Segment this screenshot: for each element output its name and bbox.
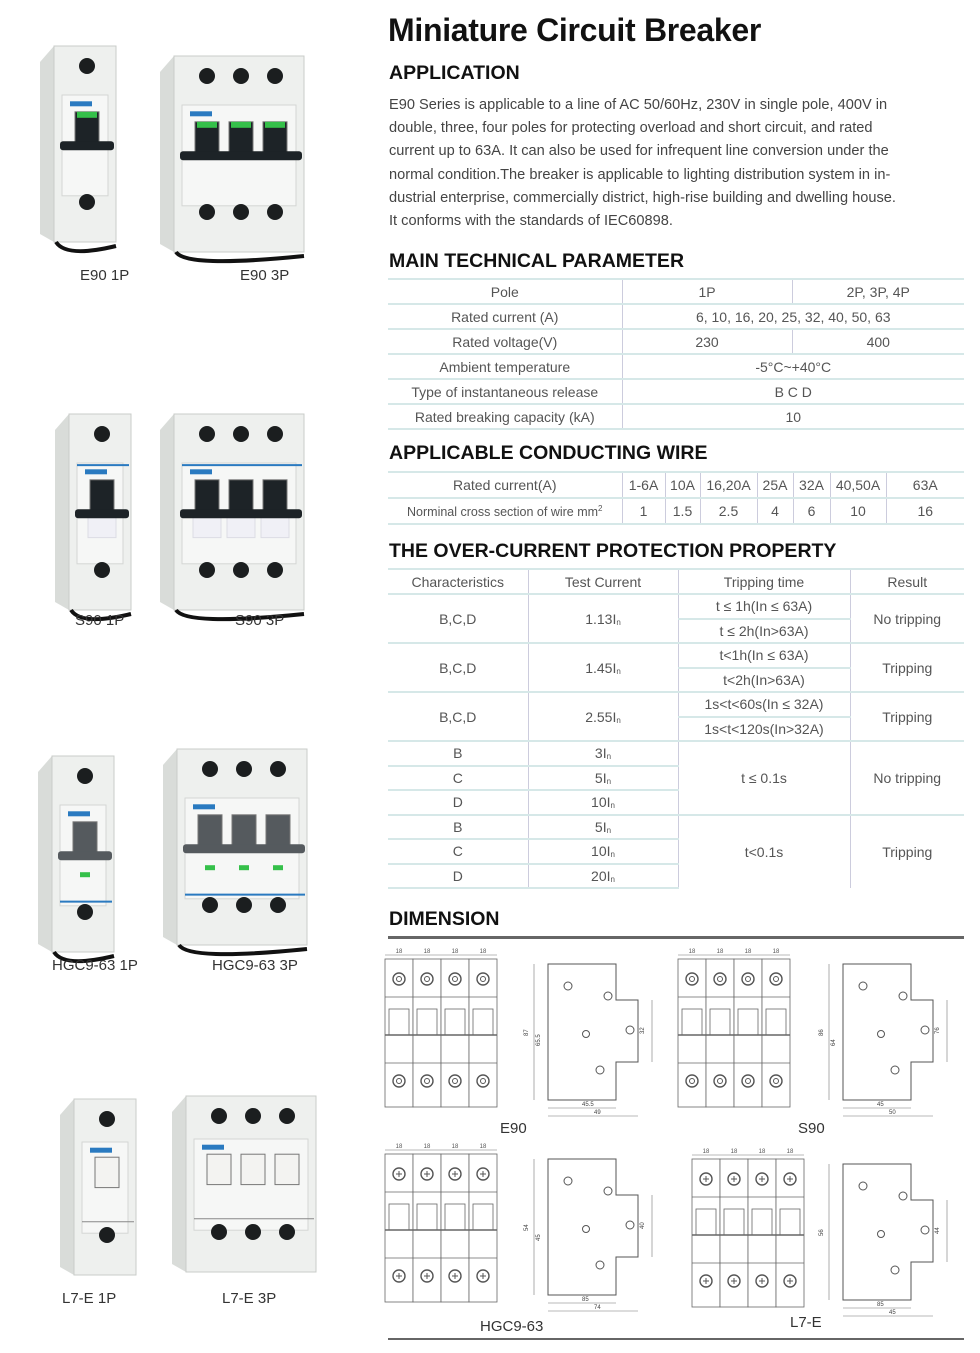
parameter-value: 10 (622, 404, 964, 429)
application-line: current up to 63A. It can also be used for infrequent line conversion under the (389, 143, 889, 160)
wire-section-cell: 6 (793, 498, 830, 524)
product-e90-3p (160, 42, 310, 272)
side-view-drawing (520, 950, 670, 1120)
tripping-time-cell: t<2h(In>63A) (678, 668, 850, 693)
front-view-drawing (676, 945, 796, 1115)
label-window (193, 518, 221, 538)
dimension-value: 65.5 (536, 1034, 542, 1046)
parameter-row (388, 404, 964, 429)
product-label: L7-E 3P (222, 1290, 277, 1307)
side-view-drawing (520, 1145, 670, 1315)
pitch-dimension: 18 (758, 1149, 766, 1155)
terminal-screw-icon (94, 426, 110, 442)
indicator-green (197, 122, 217, 128)
characteristics-cell: B,C,D (388, 692, 528, 741)
product-label: S90 3P (235, 612, 285, 629)
terminal-screw-icon (236, 761, 252, 777)
terminal-screw-icon (79, 58, 95, 74)
pitch-dimension: 18 (451, 1144, 459, 1150)
parameter-label: Pole (388, 279, 622, 304)
result-cell: Tripping (850, 692, 964, 741)
breaker-side (38, 756, 52, 952)
terminal-screw-icon (199, 204, 215, 220)
product-label: HGC9-63 3P (212, 957, 298, 974)
pitch-dimension: 18 (730, 1149, 738, 1155)
toggle-lever (95, 1157, 119, 1187)
product-label: E90 3P (240, 267, 290, 284)
characteristics-cell: B (388, 741, 528, 766)
pitch-dimension: 18 (772, 949, 780, 955)
wire-section-row (388, 498, 964, 524)
overcurrent-heading: THE OVER-CURRENT PROTECTION PROPERTY (389, 540, 837, 562)
pitch-dimension: 18 (716, 949, 724, 955)
parameter-row (388, 379, 964, 404)
terminal-screw-icon (99, 1227, 115, 1243)
wire-current-label: Rated current(A) (388, 472, 622, 498)
handle-bar (60, 141, 114, 150)
breaker-side (40, 46, 54, 242)
handle-bar (183, 844, 305, 853)
result-cell: No tripping (850, 741, 964, 815)
toggle-lever (232, 815, 256, 849)
terminal-screw-icon (267, 68, 283, 84)
terminal-screw-icon (202, 761, 218, 777)
parameter-row (388, 279, 964, 304)
column-header: Characteristics (388, 569, 528, 594)
terminal-screw-icon (233, 204, 249, 220)
characteristics-cell: C (388, 839, 528, 864)
label-window (88, 518, 116, 538)
dimension-value: 87 (524, 1029, 530, 1036)
pitch-dimension: 18 (744, 949, 752, 955)
parameter-label: Rated breaking capacity (kA) (388, 404, 622, 429)
toggle-lever (263, 480, 287, 514)
wire-section-cell: 2.5 (700, 498, 757, 524)
brand-logo (90, 1148, 112, 1153)
parameter-row (388, 354, 964, 379)
parameter-label: Rated voltage(V) (388, 329, 622, 354)
parameter-row (388, 304, 964, 329)
toggle-lever (195, 480, 219, 514)
terminal-screw-icon (199, 68, 215, 84)
indicator-green (80, 872, 90, 877)
dimension-value: 50 (889, 1110, 896, 1116)
test-current-cell: $5I_n$ (528, 766, 678, 791)
din-clip (56, 242, 116, 251)
dimension-value: 85 (877, 1302, 884, 1308)
terminal-screw-icon (270, 897, 286, 913)
terminal-screw-icon (245, 1108, 261, 1124)
parameter-label: Rated current (A) (388, 304, 622, 329)
test-current-cell: $1.45I_n$ (528, 643, 678, 692)
parameter-value: B C D (622, 379, 964, 404)
toggle-lever (198, 815, 222, 849)
test-current-cell: $5I_n$ (528, 815, 678, 840)
front-view-drawing (690, 1145, 810, 1315)
handle-bar (180, 509, 302, 518)
result-cell: No tripping (850, 594, 964, 643)
dimension-value: 45.5 (582, 1102, 594, 1108)
front-view-drawing (383, 945, 503, 1115)
pitch-dimension: 18 (479, 1144, 487, 1150)
dimension-value: 45 (889, 1310, 896, 1316)
tripping-time-cell: t ≤ 0.1s (678, 741, 850, 815)
toggle-lever (241, 1154, 265, 1184)
bottom-rule (388, 1338, 964, 1340)
wire-current-cell: 10A (665, 472, 700, 498)
handle-bar (75, 509, 129, 518)
indicator-green (239, 865, 249, 870)
characteristics-cell: D (388, 790, 528, 815)
terminal-screw-icon (279, 1108, 295, 1124)
wire-current-cell: 32A (793, 472, 830, 498)
breaker-side (172, 1096, 186, 1272)
parameter-value-multi-pole: 400 (792, 329, 964, 354)
dimension-rule (388, 936, 964, 939)
handle-bar (58, 851, 112, 860)
side-view-drawing (815, 950, 965, 1120)
terminal-screw-icon (233, 426, 249, 442)
product-label: S90 1P (75, 612, 125, 629)
application-line: E90 Series is applicable to a line of AC 50/60Hz, 230V in single pole, 400V in (389, 97, 888, 113)
wire-current-cell: 40,50A (830, 472, 886, 498)
parameter-value: 6, 10, 16, 20, 25, 32, 40, 50, 63 (622, 304, 964, 329)
front-view-drawing (383, 1140, 503, 1310)
dimension-label: L7-E (790, 1314, 822, 1331)
product-e90-1p (40, 32, 122, 262)
overcurrent-row (388, 741, 964, 766)
breaker-image (55, 400, 137, 630)
dimension-value: 45 (877, 1102, 884, 1108)
wire-section-label: Norminal cross section of wire $mm^2$ (388, 498, 622, 524)
parameter-label: Type of instantaneous release (388, 379, 622, 404)
indicator-green (231, 122, 251, 128)
pitch-dimension: 18 (395, 949, 403, 955)
pitch-dimension: 18 (423, 1144, 431, 1150)
wire-section-cell: 10 (830, 498, 886, 524)
dimension-value: 32 (640, 1027, 646, 1034)
pitch-dimension: 18 (451, 949, 459, 955)
dimension-value: 40 (640, 1222, 646, 1229)
breaker-image (160, 400, 310, 630)
parameter-value-multi-pole: 2P, 3P, 4P (792, 279, 964, 304)
terminal-screw-icon (267, 204, 283, 220)
breaker-side (55, 414, 69, 610)
brand-logo (193, 804, 215, 809)
dimension-value: 64 (831, 1039, 837, 1046)
main-parameter-table (388, 278, 964, 430)
dimension-heading: DIMENSION (389, 908, 500, 930)
pitch-dimension: 18 (688, 949, 696, 955)
overcurrent-header-row (388, 569, 964, 594)
dimension-label: E90 (500, 1120, 527, 1137)
dimension-value: 86 (819, 1029, 825, 1036)
result-cell: Tripping (850, 815, 964, 889)
din-clip (176, 252, 304, 261)
breaker-side (60, 1099, 74, 1275)
characteristics-cell: B,C,D (388, 594, 528, 643)
wire-current-cell: 1-6A (622, 472, 665, 498)
terminal-screw-icon (94, 562, 110, 578)
brand-logo (70, 101, 92, 106)
indicator-green (205, 865, 215, 870)
pitch-dimension: 18 (395, 1144, 403, 1150)
brand-logo (202, 1145, 224, 1150)
terminal-screw-icon (211, 1224, 227, 1240)
dimension-value: 54 (524, 1224, 530, 1231)
terminal-screw-icon (99, 1111, 115, 1127)
label-window (261, 518, 289, 538)
toggle-lever (90, 480, 114, 514)
wire-current-cell: 25A (757, 472, 793, 498)
dimension-value: 45 (536, 1234, 542, 1241)
column-header: Tripping time (678, 569, 850, 594)
terminal-screw-icon (77, 904, 93, 920)
dimension-value: 85 (582, 1297, 589, 1303)
product-label: E90 1P (80, 267, 130, 284)
column-header: Test Current (528, 569, 678, 594)
tripping-time-cell: t<0.1s (678, 815, 850, 889)
din-clip (179, 945, 307, 954)
test-current-cell: $1.13I_n$ (528, 594, 678, 643)
terminal-screw-icon (236, 897, 252, 913)
test-current-cell: $2.55I_n$ (528, 692, 678, 741)
characteristics-cell: C (388, 766, 528, 791)
terminal-screw-icon (199, 426, 215, 442)
wire-section-cell: 1 (622, 498, 665, 524)
wire-current-cell: 16,20A (700, 472, 757, 498)
overcurrent-row (388, 643, 964, 668)
test-current-cell: $3I_n$ (528, 741, 678, 766)
terminal-screw-icon (267, 426, 283, 442)
toggle-lever (73, 822, 97, 856)
product-s90-1p (55, 400, 137, 630)
tripping-time-cell: t ≤ 2h(In>63A) (678, 619, 850, 644)
parameter-label: Ambient temperature (388, 354, 622, 379)
pitch-dimension: 18 (702, 1149, 710, 1155)
brand-logo (68, 811, 90, 816)
parameter-value: -5°C~+40°C (622, 354, 964, 379)
breaker-image (60, 1085, 142, 1295)
parameter-row (388, 329, 964, 354)
breaker-side (163, 749, 177, 945)
product-hgc9-1p (38, 742, 120, 972)
column-header: Result (850, 569, 964, 594)
wire-current-row (388, 472, 964, 498)
characteristics-cell: D (388, 864, 528, 889)
breaker-image (160, 42, 310, 272)
product-l7e-1p (60, 1085, 142, 1295)
terminal-screw-icon (245, 1224, 261, 1240)
main-parameter-heading: MAIN TECHNICAL PARAMETER (389, 250, 685, 272)
toggle-lever (275, 1154, 299, 1184)
pitch-dimension: 18 (479, 949, 487, 955)
tripping-time-cell: t<1h(In ≤ 63A) (678, 643, 850, 668)
terminal-screw-icon (233, 562, 249, 578)
toggle-lever (207, 1154, 231, 1184)
indicator-green (273, 865, 283, 870)
overcurrent-row (388, 594, 964, 619)
dimension-value: 74 (594, 1305, 601, 1311)
dimension-value: 44 (935, 1227, 941, 1234)
indicator-green (77, 112, 97, 118)
terminal-screw-icon (77, 768, 93, 784)
breaker-side (160, 414, 174, 610)
product-label: HGC9-63 1P (52, 957, 138, 974)
handle-bar (180, 151, 302, 160)
indicator-green (265, 122, 285, 128)
dimension-value: 49 (594, 1110, 601, 1116)
brand-logo (190, 111, 212, 116)
application-line: dustrial enterprise, commercially district, high-rise building and dwelling house. (389, 189, 896, 206)
product-l7e-3p (172, 1082, 322, 1292)
dimension-label: S90 (798, 1120, 825, 1137)
overcurrent-row (388, 692, 964, 717)
product-label: L7-E 1P (62, 1290, 117, 1307)
characteristics-cell: B (388, 815, 528, 840)
dimension-value: 56 (819, 1229, 825, 1236)
breaker-image (40, 32, 122, 262)
tripping-time-cell: 1s<t<120s(In>32A) (678, 717, 850, 742)
toggle-lever (266, 815, 290, 849)
dimension-value: 76 (935, 1027, 941, 1034)
side-view-drawing (815, 1150, 965, 1320)
product-s90-3p (160, 400, 310, 630)
parameter-value-1p: 1P (622, 279, 792, 304)
breaker-image (38, 742, 120, 972)
terminal-screw-icon (270, 761, 286, 777)
brand-logo (85, 469, 107, 474)
application-line: double, three, four poles for protecting overload and short circuit, and rated (389, 120, 873, 137)
application-heading: APPLICATION (389, 62, 520, 84)
pitch-dimension: 18 (786, 1149, 794, 1155)
test-current-cell: $20I_n$ (528, 864, 678, 889)
conducting-wire-heading: APPLICABLE CONDUCTING WIRE (389, 442, 708, 464)
brand-logo (190, 469, 212, 474)
test-current-cell: $10I_n$ (528, 790, 678, 815)
wire-section-cell: 16 (886, 498, 964, 524)
pitch-dimension: 18 (423, 949, 431, 955)
terminal-screw-icon (79, 194, 95, 210)
test-current-cell: $10I_n$ (528, 839, 678, 864)
wire-current-cell: 63A (886, 472, 964, 498)
wire-section-cell: 1.5 (665, 498, 700, 524)
terminal-screw-icon (233, 68, 249, 84)
product-hgc9-3p (163, 735, 313, 965)
terminal-screw-icon (202, 897, 218, 913)
terminal-screw-icon (279, 1224, 295, 1240)
conducting-wire-table (388, 471, 964, 525)
terminal-screw-icon (267, 562, 283, 578)
parameter-value-1p: 230 (622, 329, 792, 354)
tripping-time-cell: t ≤ 1h(In ≤ 63A) (678, 594, 850, 619)
dimension-label: HGC9-63 (480, 1318, 544, 1335)
overcurrent-row (388, 815, 964, 840)
application-text (389, 94, 969, 233)
wire-section-cell: 4 (757, 498, 793, 524)
toggle-lever (229, 480, 253, 514)
characteristics-cell: B,C,D (388, 643, 528, 692)
label-window (227, 518, 255, 538)
result-cell: Tripping (850, 643, 964, 692)
application-line: It conforms with the standards of IEC60898. (389, 213, 673, 230)
application-line: normal condition.The breaker is applicable to lighting distribution system in in- (389, 166, 891, 183)
tripping-time-cell: 1s<t<60s(In ≤ 32A) (678, 692, 850, 717)
breaker-side (160, 56, 174, 252)
terminal-screw-icon (211, 1108, 227, 1124)
breaker-image (172, 1082, 322, 1292)
page-title: Miniature Circuit Breaker (388, 12, 762, 48)
terminal-screw-icon (199, 562, 215, 578)
overcurrent-table (388, 568, 964, 889)
breaker-image (163, 735, 313, 965)
